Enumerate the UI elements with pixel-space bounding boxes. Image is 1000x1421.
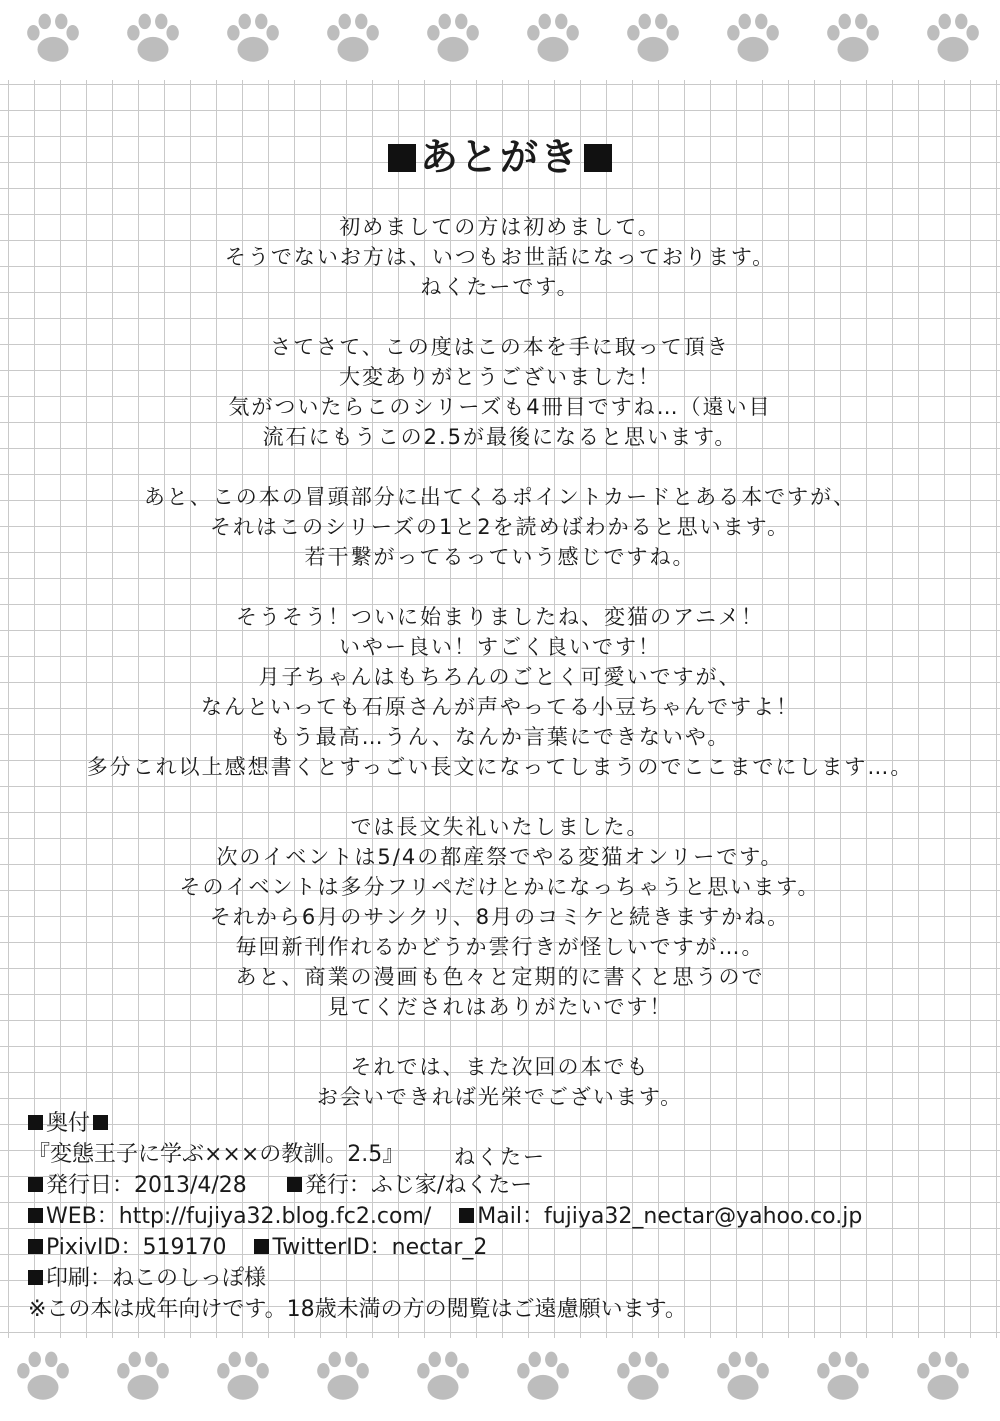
- body-line: 次のイベントは5/4の都産祭でやる変猫オンリーです。: [216, 845, 784, 869]
- body-line: もう最高…うん、なんか言葉にできないや。: [269, 725, 731, 749]
- body-line: 若干繋がってるっていう感じですね。: [304, 545, 696, 569]
- paw-print-icon: [212, 1346, 274, 1408]
- issue-date: 発行日：2013/4/28: [46, 1173, 247, 1198]
- paragraph-events: [0, 812, 1000, 1022]
- paw-print-icon: [712, 1346, 774, 1408]
- twitter-id: TwitterID：nectar_2: [272, 1235, 488, 1260]
- paw-print-icon: [512, 1346, 574, 1408]
- body-line: あと、商業の漫画も色々と定期的に書くと思うので: [235, 965, 765, 989]
- body-line: 月子ちゃんはもちろんのごとく可愛いですが、: [258, 665, 742, 689]
- body-line: そうそう！ついに始まりましたね、変猫のアニメ！: [236, 605, 764, 629]
- body-line: 大変ありがとうございました！: [339, 365, 661, 389]
- body-line: さてさて、この度はこの本を手に取って頂き: [270, 335, 730, 359]
- paw-print-icon: [522, 8, 584, 70]
- paw-print-icon: [622, 8, 684, 70]
- body-line: 毎回新刊作れるかどうか雲行きが怪しいですが…。: [235, 935, 765, 959]
- body-line: では長文失礼いたしました。: [350, 815, 650, 839]
- paw-print-icon: [412, 1346, 474, 1408]
- body-line: あと、この本の冒頭部分に出てくるポイントカードとある本ですが、: [143, 485, 857, 509]
- paragraph-greeting: [0, 212, 1000, 302]
- colophon: [28, 1108, 988, 1325]
- body-line: それはこのシリーズの1と2を読めばわかると思います。: [210, 515, 790, 539]
- paragraph-series: [0, 482, 1000, 572]
- paragraph-closing: [0, 1052, 1000, 1112]
- body-line: なんといっても石原さんが声やってる小豆ちゃんですよ！: [201, 695, 799, 719]
- body-line: お会いできれば光栄でございます。: [316, 1085, 684, 1109]
- printer: 印刷：ねこのしっぽ様: [46, 1266, 267, 1291]
- pixiv-twitter-row: [28, 1232, 988, 1263]
- pixiv-id: PixivID：519170: [46, 1235, 227, 1260]
- square-bullet-icon: [28, 1177, 43, 1192]
- title-text: あとがき: [419, 135, 580, 179]
- paw-border-bottom: [0, 1338, 1000, 1421]
- colophon-heading: 奥付: [46, 1111, 91, 1136]
- body-line: ねくたーです。: [420, 275, 580, 299]
- square-bullet-icon: [93, 1115, 108, 1130]
- paw-print-icon: [12, 1346, 74, 1408]
- paw-print-icon: [222, 8, 284, 70]
- square-bullet-icon: [254, 1239, 269, 1254]
- book-title: 『変態王子に学ぶ×××の教訓。2.5』: [28, 1142, 405, 1167]
- body-line: いやー良い！すごく良いです！: [339, 635, 661, 659]
- body-line: 気がついたらこのシリーズも4冊目ですね…（遠い目: [228, 395, 772, 419]
- paw-print-icon: [22, 8, 84, 70]
- paw-print-icon: [312, 1346, 374, 1408]
- body-line: そうでないお方は、いつもお世話になっております。: [224, 245, 776, 269]
- body-line: それでは、また次回の本でも: [350, 1055, 650, 1079]
- body-line: それから6月のサンクリ、8月のコミケと続きますかね。: [209, 905, 791, 929]
- paw-print-icon: [422, 8, 484, 70]
- web-url: WEB：http://fujiya32.blog.fc2.com/: [46, 1204, 432, 1229]
- paw-print-icon: [612, 1346, 674, 1408]
- paw-print-icon: [922, 8, 984, 70]
- afterword-body: [0, 212, 1000, 1172]
- paw-print-icon: [122, 8, 184, 70]
- body-line: 初めましての方は初めまして。: [339, 215, 661, 239]
- paw-print-icon: [112, 1346, 174, 1408]
- page-title: [0, 126, 1000, 181]
- paw-print-icon: [912, 1346, 974, 1408]
- paragraph-anime: [0, 602, 1000, 782]
- author-signature: ねくたー: [454, 1145, 546, 1169]
- publisher: 発行：ふじ家/ねくたー: [304, 1173, 533, 1198]
- square-bullet-icon: [287, 1177, 302, 1192]
- square-bullet-icon: [28, 1208, 43, 1223]
- square-bullet-icon: [28, 1239, 43, 1254]
- web-mail-row: [28, 1201, 988, 1232]
- colophon-heading-row: [28, 1108, 988, 1139]
- date-publisher-row: [28, 1170, 988, 1201]
- paragraph-thanks: [0, 332, 1000, 452]
- title-square-right-icon: [584, 144, 612, 172]
- mail-address: Mail：fujiya32_nectar@yahoo.co.jp: [477, 1204, 863, 1229]
- square-bullet-icon: [28, 1270, 43, 1285]
- paw-print-icon: [822, 8, 884, 70]
- paw-print-icon: [722, 8, 784, 70]
- paw-print-icon: [812, 1346, 874, 1408]
- paw-print-icon: [322, 8, 384, 70]
- square-bullet-icon: [459, 1208, 474, 1223]
- body-line: 流石にもうこの2.5が最後になると思います。: [262, 425, 738, 449]
- age-notice: ※この本は成年向けです。18歳未満の方の閲覧はご遠慮願います。: [28, 1297, 687, 1322]
- body-line: 多分これ以上感想書くとすっごい長文になってしまうのでここまでにします…。: [86, 755, 914, 779]
- print-row: [28, 1263, 988, 1294]
- body-line: そのイベントは多分フリペだけとかになっちゃうと思います。: [179, 875, 821, 899]
- paw-border-top: [0, 0, 1000, 80]
- square-bullet-icon: [28, 1115, 43, 1130]
- title-square-left-icon: [388, 144, 416, 172]
- body-line: 見てくだされはありがたいです！: [327, 995, 673, 1019]
